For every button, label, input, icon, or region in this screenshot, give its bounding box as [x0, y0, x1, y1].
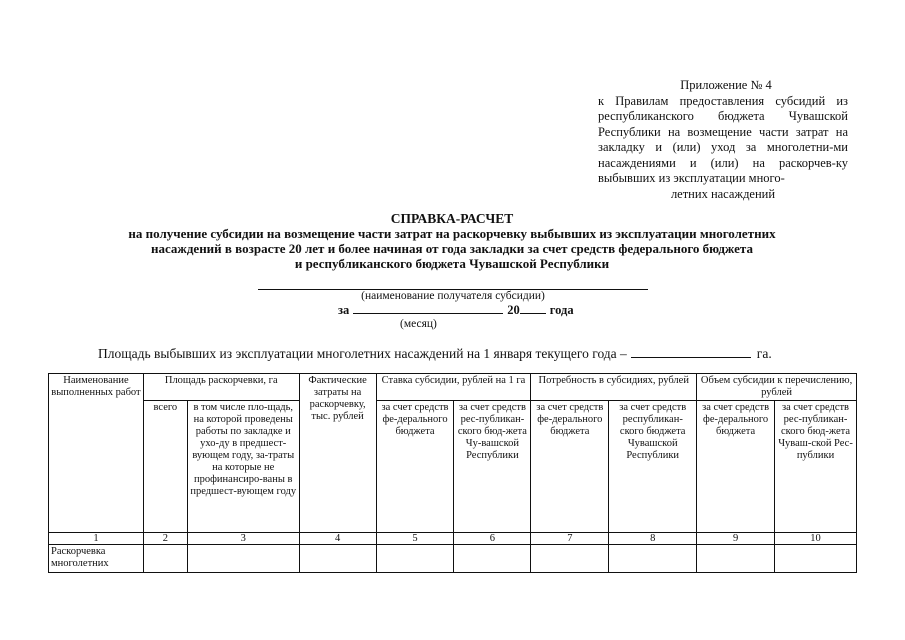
cell-need-republic[interactable]	[609, 545, 697, 573]
period-row	[338, 302, 574, 318]
cell-need-federal[interactable]	[531, 545, 609, 573]
table-row	[49, 545, 857, 573]
header-volume-federal: за счет средств фе-дерального бюджета	[697, 401, 775, 533]
header-area-group: Площадь раскорчевки, га	[143, 374, 299, 401]
header-rate-group: Ставка субсидии, рублей на 1 га	[376, 374, 531, 401]
column-number: 1	[49, 533, 144, 545]
appendix-last-line: летних насаждений	[670, 186, 776, 201]
column-number: 2	[143, 533, 187, 545]
header-actual-costs: Фактические затраты на раскорчевку, тыс. рублей	[299, 374, 376, 533]
document-title-line1: на получение субсидии на возмещение части затрат на раскорчевку выбывших из эксплуатации многолетних	[128, 226, 776, 241]
cell-volume-federal[interactable]	[697, 545, 775, 573]
document-title-line2: насаждений в возрасте 20 лет и более начиная от года закладки за счет средств федерального бюджета	[151, 241, 753, 256]
area-text: Площадь выбывших из эксплуатации многолетних насаждений на 1 января текущего года –	[98, 346, 627, 361]
column-numbers-row	[49, 533, 857, 545]
cell-volume-republic[interactable]	[775, 545, 857, 573]
cell-rate-federal[interactable]	[376, 545, 454, 573]
cell-actual-costs[interactable]	[299, 545, 376, 573]
year-field[interactable]	[520, 302, 546, 314]
appendix-body: к Правилам предоставления субсидий из республиканского бюджета Чувашской Республики на возмещение части затрат на закладку и (или) уход за многолетни-ми насаждениями и (или) на раскорчев-ку выбывших из эксплуатации много-	[598, 93, 848, 185]
appendix-block	[598, 78, 848, 202]
month-field[interactable]	[353, 302, 503, 314]
document-title-main: СПРАВКА-РАСЧЕТ	[390, 211, 514, 226]
area-field[interactable]	[631, 345, 751, 358]
area-line	[98, 345, 772, 362]
column-number: 9	[697, 533, 775, 545]
document-title	[100, 211, 804, 271]
document-title-line3: и республиканского бюджета Чувашской Республики	[294, 256, 610, 271]
area-unit: га.	[756, 346, 772, 361]
header-rate-republic: за счет средств рес-публикан-ского бюд-жета Чу-вашской Республики	[454, 401, 531, 533]
month-caption: (месяц)	[400, 318, 437, 330]
year-prefix: 20	[507, 303, 520, 317]
column-number: 3	[187, 533, 299, 545]
header-work-name: Наименование выполненных работ	[49, 374, 144, 533]
column-number: 5	[376, 533, 454, 545]
calculation-table	[48, 373, 857, 573]
header-including: в том числе пло-щадь, на которой проведены работы по закладке и ухо-ду в предшест-вующем году, за-траты на которые не профинансиро-ваны в предшест-вующем году	[187, 401, 299, 533]
recipient-caption: (наименование получателя субсидии)	[361, 290, 545, 302]
column-number: 8	[609, 533, 697, 545]
period-prefix: за	[338, 303, 350, 317]
header-need-republic: за счет средств республикан-ского бюджета Чувашской Республики	[609, 401, 697, 533]
row-work-name: Раскорчевка многолетних	[49, 545, 144, 573]
appendix-title: Приложение № 4	[680, 78, 772, 92]
header-volume-republic: за счет средств рес-публикан-ского бюд-жета Чуваш-ской Рес-публики	[775, 401, 857, 533]
header-rate-federal: за счет средств фе-дерального бюджета	[376, 401, 454, 533]
header-need-group: Потребность в субсидиях, рублей	[531, 374, 697, 401]
header-need-federal: за счет средств фе-дерального бюджета	[531, 401, 609, 533]
column-number: 4	[299, 533, 376, 545]
cell-area-including[interactable]	[187, 545, 299, 573]
column-number: 10	[775, 533, 857, 545]
cell-area-total[interactable]	[143, 545, 187, 573]
period-suffix: года	[549, 303, 574, 317]
column-number: 7	[531, 533, 609, 545]
column-number: 6	[454, 533, 531, 545]
header-total: всего	[143, 401, 187, 533]
cell-rate-republic[interactable]	[454, 545, 531, 573]
header-volume-group: Объем субсидии к перечислению, рублей	[697, 374, 857, 401]
